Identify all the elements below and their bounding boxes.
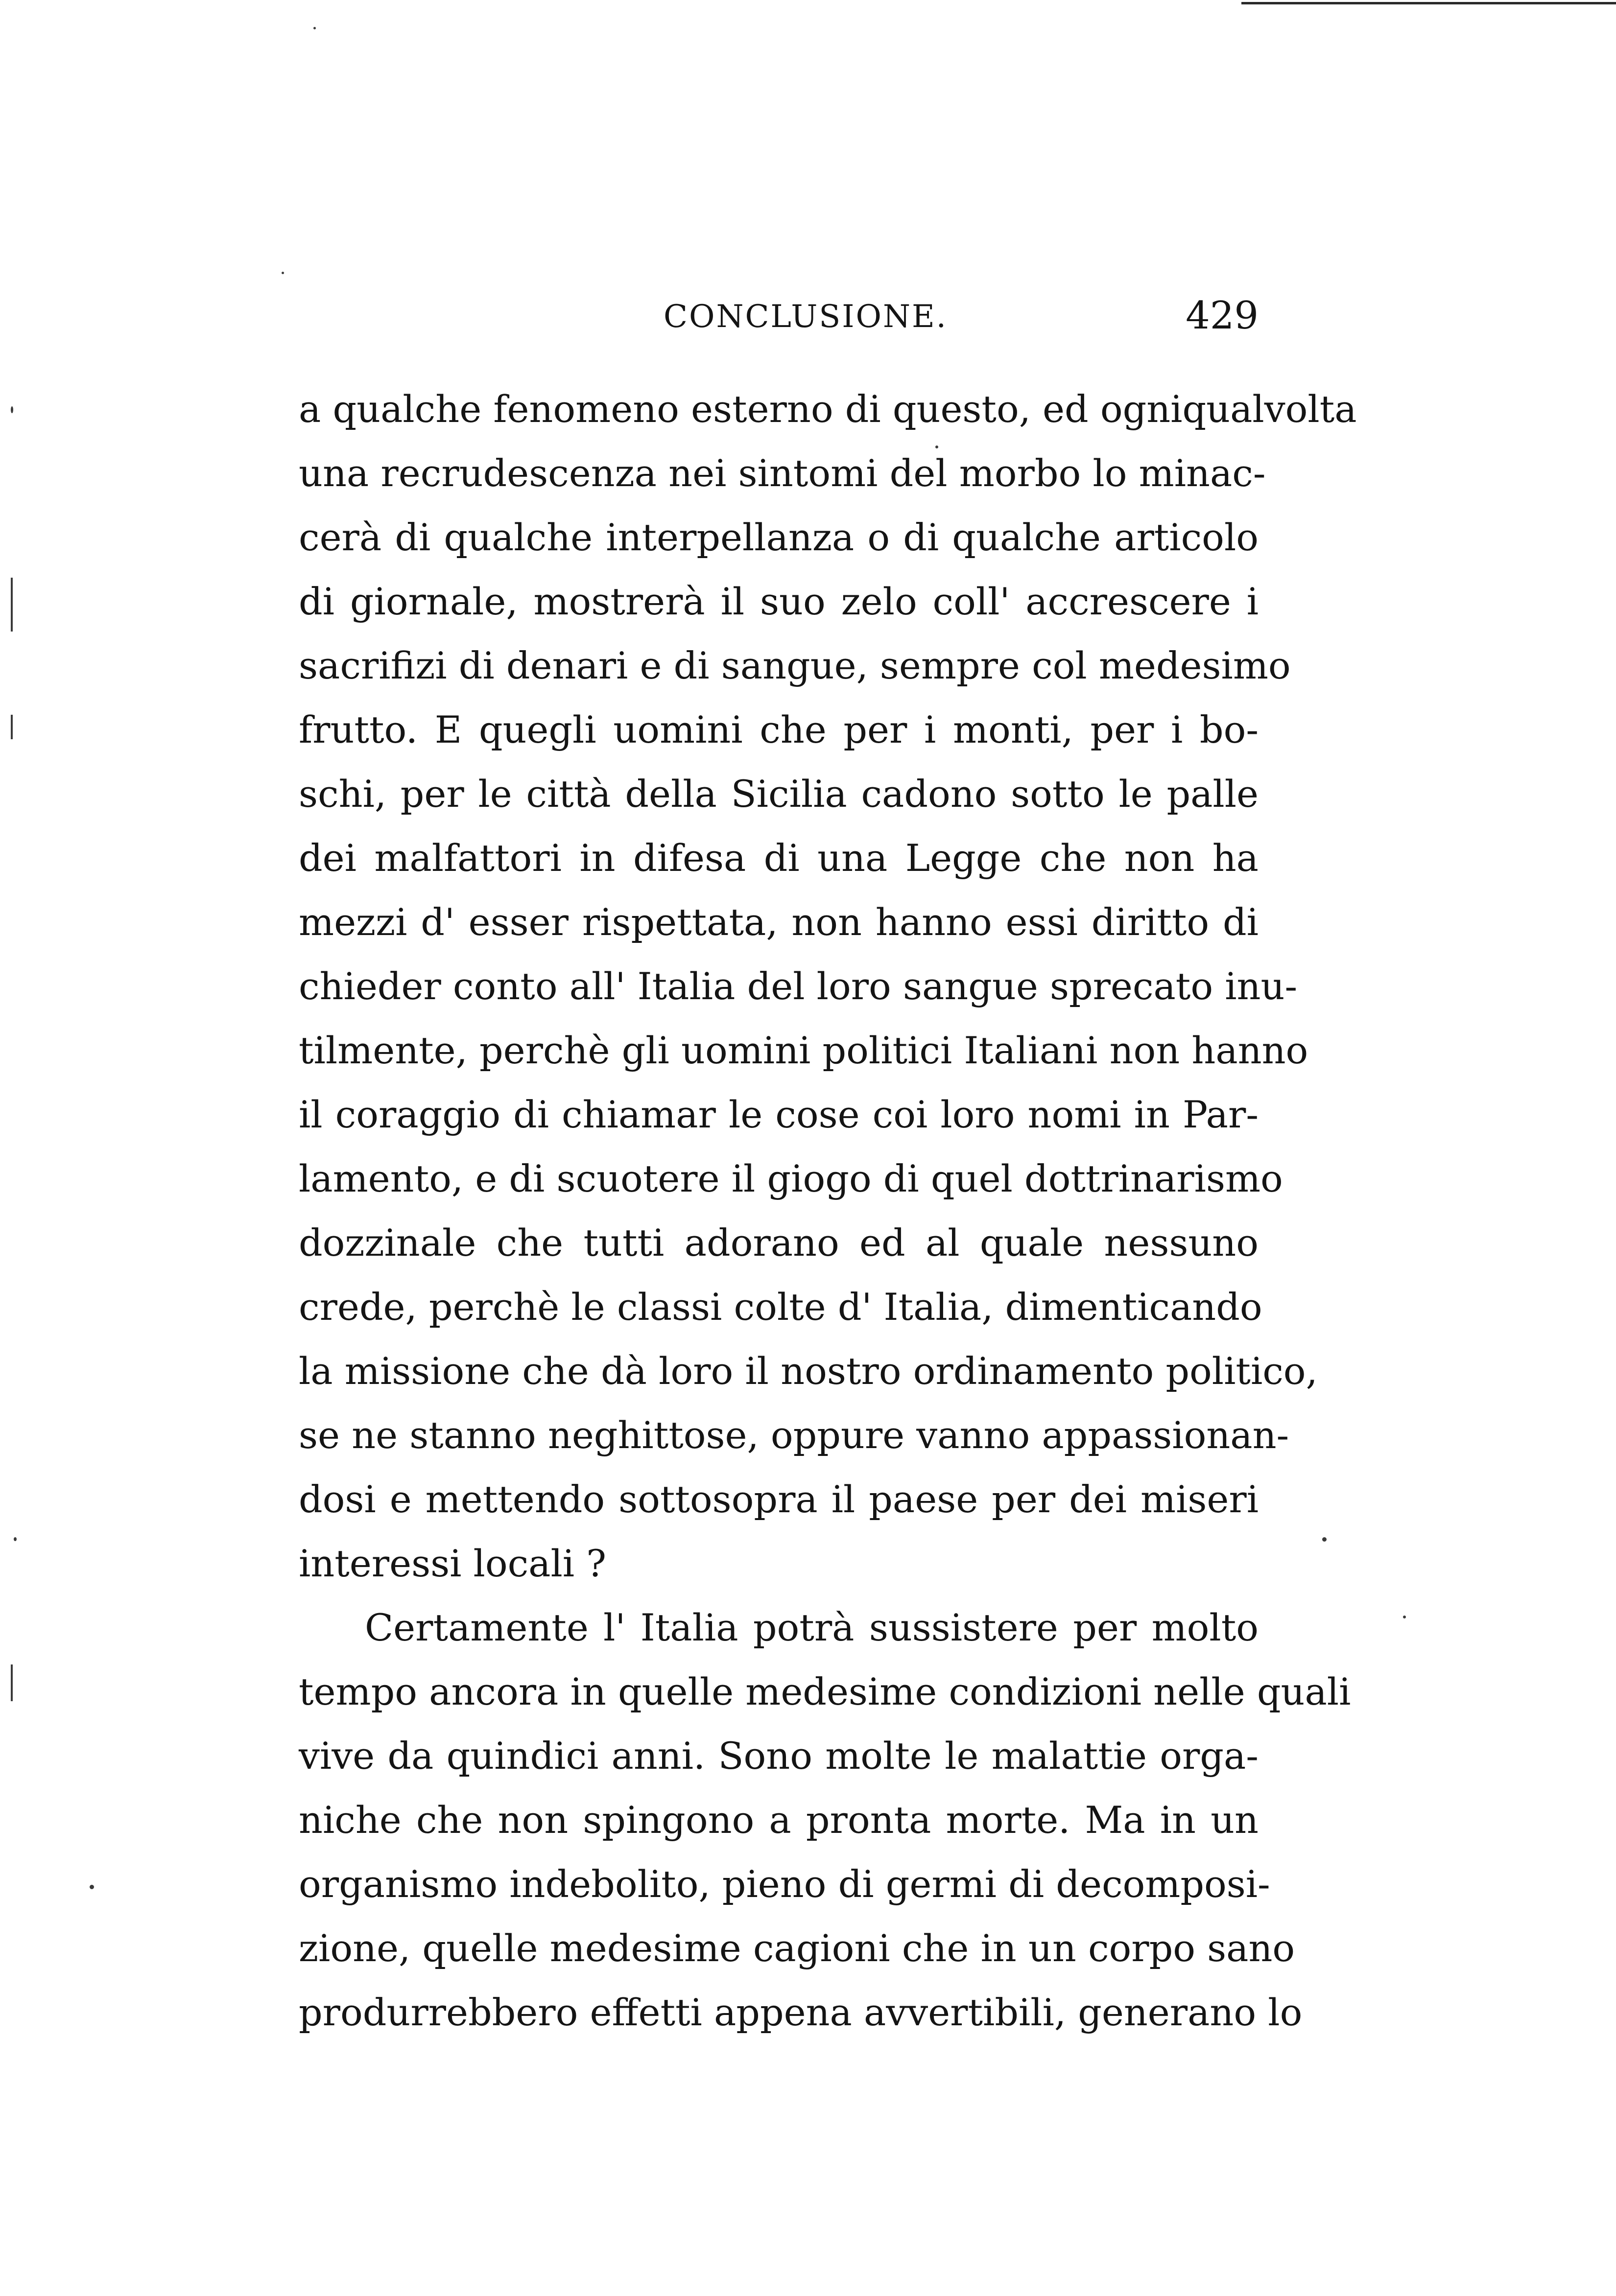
- scan-speck: [1322, 1537, 1327, 1542]
- text-line: se ne stanno neghittose, oppure vanno appassionan-: [299, 1413, 1289, 1457]
- margin-mark: [11, 715, 13, 739]
- text-line: una recrudescenza nei sintomi del morbo lo minac-: [299, 451, 1266, 495]
- text-line: tilmente, perchè gli uomini politici Italiani non hanno: [299, 1029, 1308, 1072]
- text-line: organismo indebolito, pieno di germi di decomposi-: [299, 1862, 1270, 1906]
- text-line: produrrebbero effetti appena avvertibili, generano lo: [299, 1991, 1303, 2034]
- top-edge-rule: [1241, 2, 1616, 4]
- scan-speck: [313, 27, 316, 29]
- text-line: la missione che dà loro il nostro ordinamento politico,: [299, 1349, 1318, 1393]
- margin-mark: [11, 1664, 13, 1701]
- text-line: dei malfattori in difesa di una Legge che non ha: [299, 836, 1259, 880]
- text-line: niche che non spingono a pronta morte. Ma in un: [299, 1798, 1259, 1842]
- text-line: vive da quindici anni. Sono molte le malattie orga-: [299, 1734, 1259, 1778]
- running-header: [299, 294, 1259, 348]
- scan-speck: [1403, 1616, 1406, 1618]
- text-line: dozzinale che tutti adorano ed al quale nessuno: [299, 1221, 1259, 1265]
- text-line: cerà di qualche interpellanza o di qualche articolo: [299, 515, 1259, 559]
- scan-speck: [935, 445, 938, 448]
- paragraph-start-line: Certamente l' Italia potrà sussistere per molto: [365, 1606, 1259, 1649]
- text-line: zione, quelle medesime cagioni che in un corpo sano: [299, 1926, 1295, 1970]
- scan-speck: [14, 1537, 17, 1541]
- scan-speck: [90, 1885, 94, 1889]
- margin-mark: [11, 578, 13, 632]
- text-line: il coraggio di chiamar le cose coi loro nomi in Par-: [299, 1093, 1259, 1136]
- text-line: chieder conto all' Italia del loro sangue sprecato inu-: [299, 964, 1298, 1008]
- text-line: mezzi d' esser rispettata, non hanno essi diritto di: [299, 900, 1259, 944]
- text-line: a qualche fenomeno esterno di questo, ed ogniqualvolta: [299, 387, 1357, 431]
- running-title: CONCLUSIONE.: [664, 299, 948, 335]
- scan-speck: [282, 272, 284, 274]
- page-number: 429: [1186, 294, 1259, 338]
- text-line: di giornale, mostrerà il suo zelo coll' accrescere i: [299, 580, 1259, 623]
- text-line: lamento, e di scuotere il giogo di quel dottrinarismo: [299, 1157, 1283, 1200]
- text-line: dosi e mettendo sottosopra il paese per dei miseri: [299, 1477, 1259, 1521]
- text-line: crede, perchè le classi colte d' Italia, dimenticando: [299, 1285, 1262, 1329]
- paragraph-end-line: interessi locali ?: [299, 1542, 607, 1585]
- text-line: sacrifizi di denari e di sangue, sempre col medesimo: [299, 644, 1291, 687]
- scan-speck: [11, 406, 13, 413]
- page-body: [299, 377, 1357, 2044]
- text-line: tempo ancora in quelle medesime condizioni nelle quali: [299, 1670, 1351, 1713]
- text-line: schi, per le città della Sicilia cadono sotto le palle: [299, 772, 1259, 816]
- text-line: frutto. E quegli uomini che per i monti, per i bo-: [299, 708, 1259, 751]
